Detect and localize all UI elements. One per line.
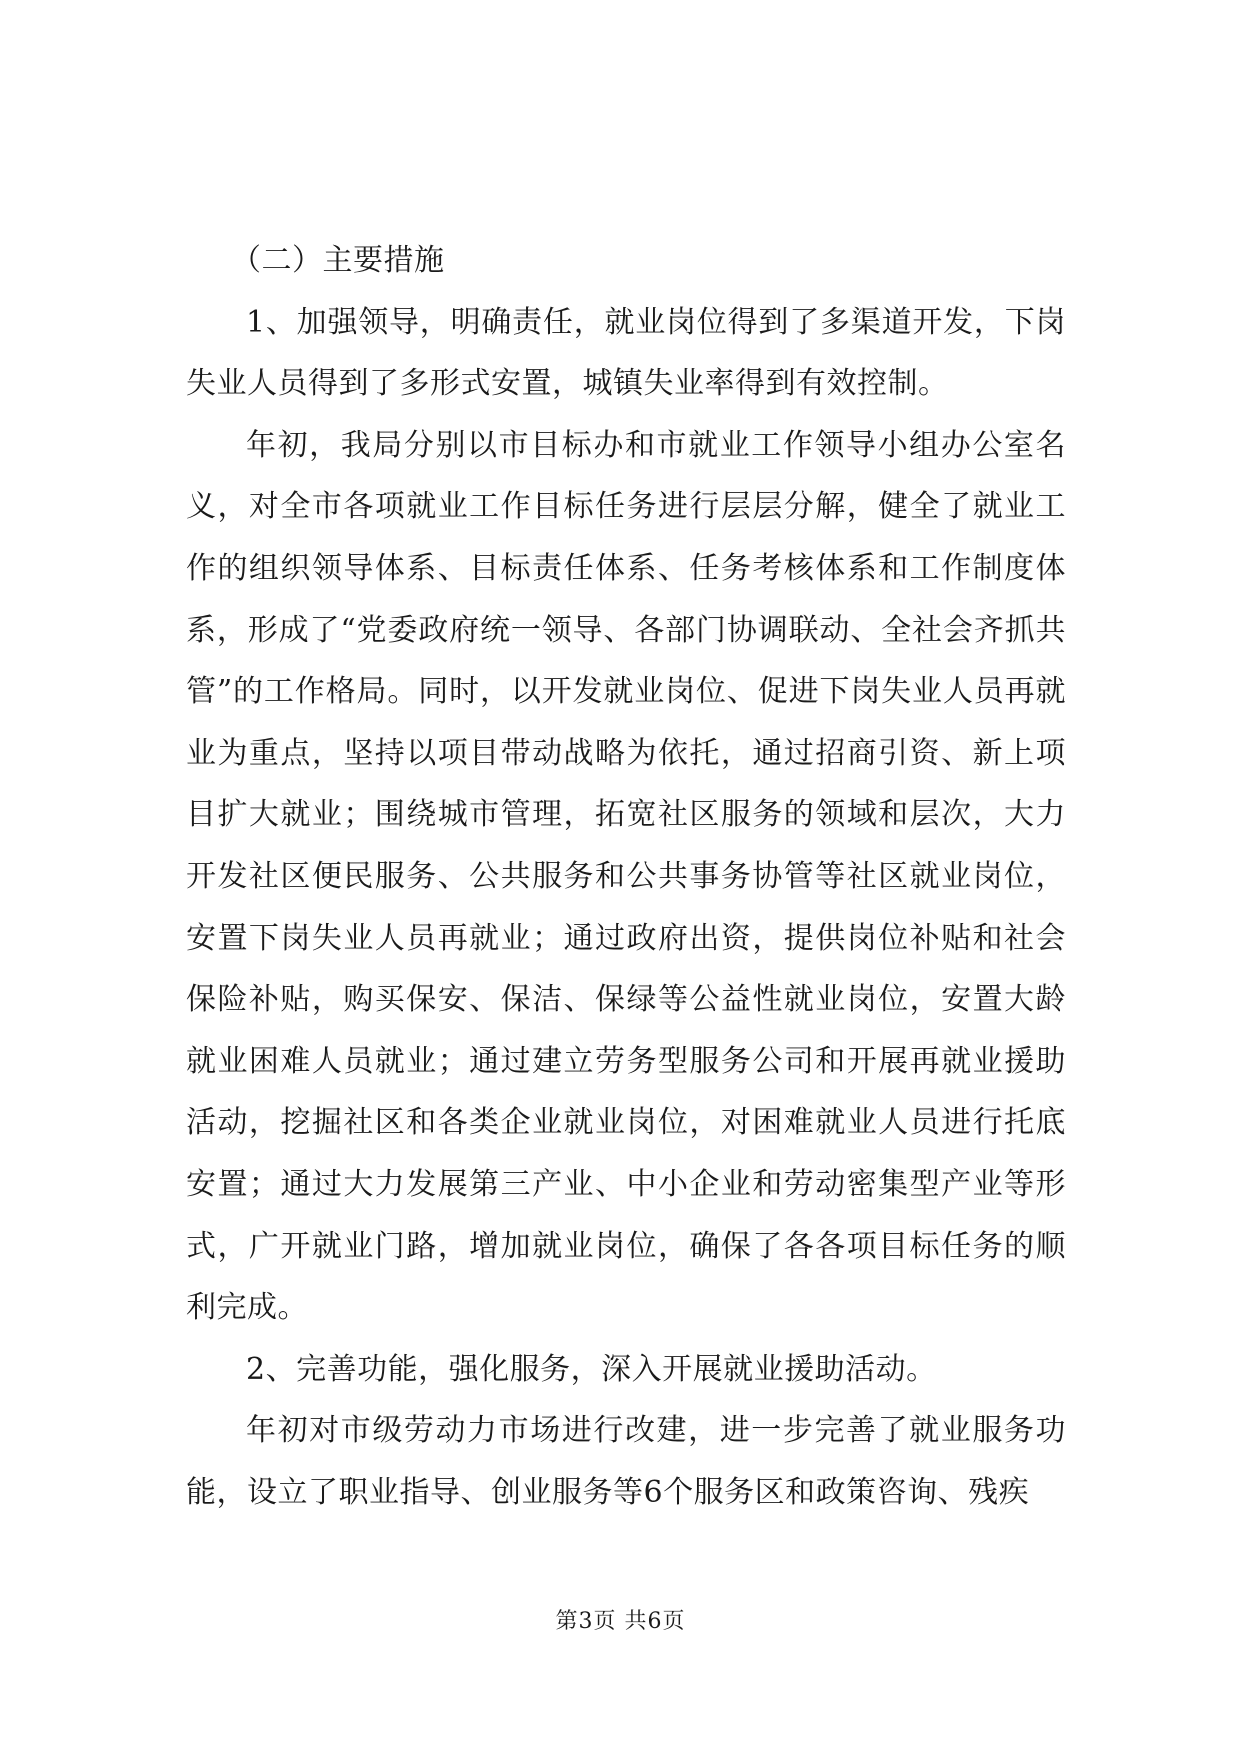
paragraph-measure-1: 1、加强领导，明确责任，就业岗位得到了多渠道开发，下岗失业人员得到了多形式安置，城镇失业率得到有效控制。: [186, 304, 1066, 402]
paragraph-body-1: 年初，我局分别以市目标办和市就业工作领导小组办公室名义，对全市各项就业工作目标任务进行层层分解，健全了就业工作的组织领导体系、目标责任体系、任务考核体系和工作制度体系，形成了“党委政府统一领导、各部门协调联动、全社会齐抓共管”的工作格局。同时，以开发就业岗位、促进下岗失业人员再就业为重点，坚持以项目带动战略为依托，通过招商引资、新上项目扩大就业；围绕城市管理，拓宽社区服务的领域和层次，大力开发社区便民服务、公共服务和公共事务协管等社区就业岗位，安置下岗失业人员再就业；通过政府出资，提供岗位补贴和社会保险补贴，购买保安、保洁、保绿等公益性就业岗位，安置大龄就业困难人员就业；通过建立劳务型服务公司和开展再就业援助活动，挖掘社区和各类企业就业岗位，对困难就业人员进行托底安置；通过大力发展第三产业、中小企业和劳动密集型产业等形式，广开就业门路，增加就业岗位，确保了各各项目标任务的顺利完成。: [186, 427, 1066, 1326]
paragraph-measure-2: 2、完善功能，强化服务，深入开展就业援助活动。: [246, 1351, 937, 1387]
section-heading: （二）主要措施: [231, 243, 445, 278]
page-footer: 第3页 共6页: [555, 1609, 686, 1634]
paragraph-body-2: 年初对市级劳动力市场进行改建，进一步完善了就业服务功能，设立了职业指导、创业服务等6个服务区和政策咨询、残疾: [186, 1413, 1066, 1510]
document-body: [186, 230, 1066, 1523]
